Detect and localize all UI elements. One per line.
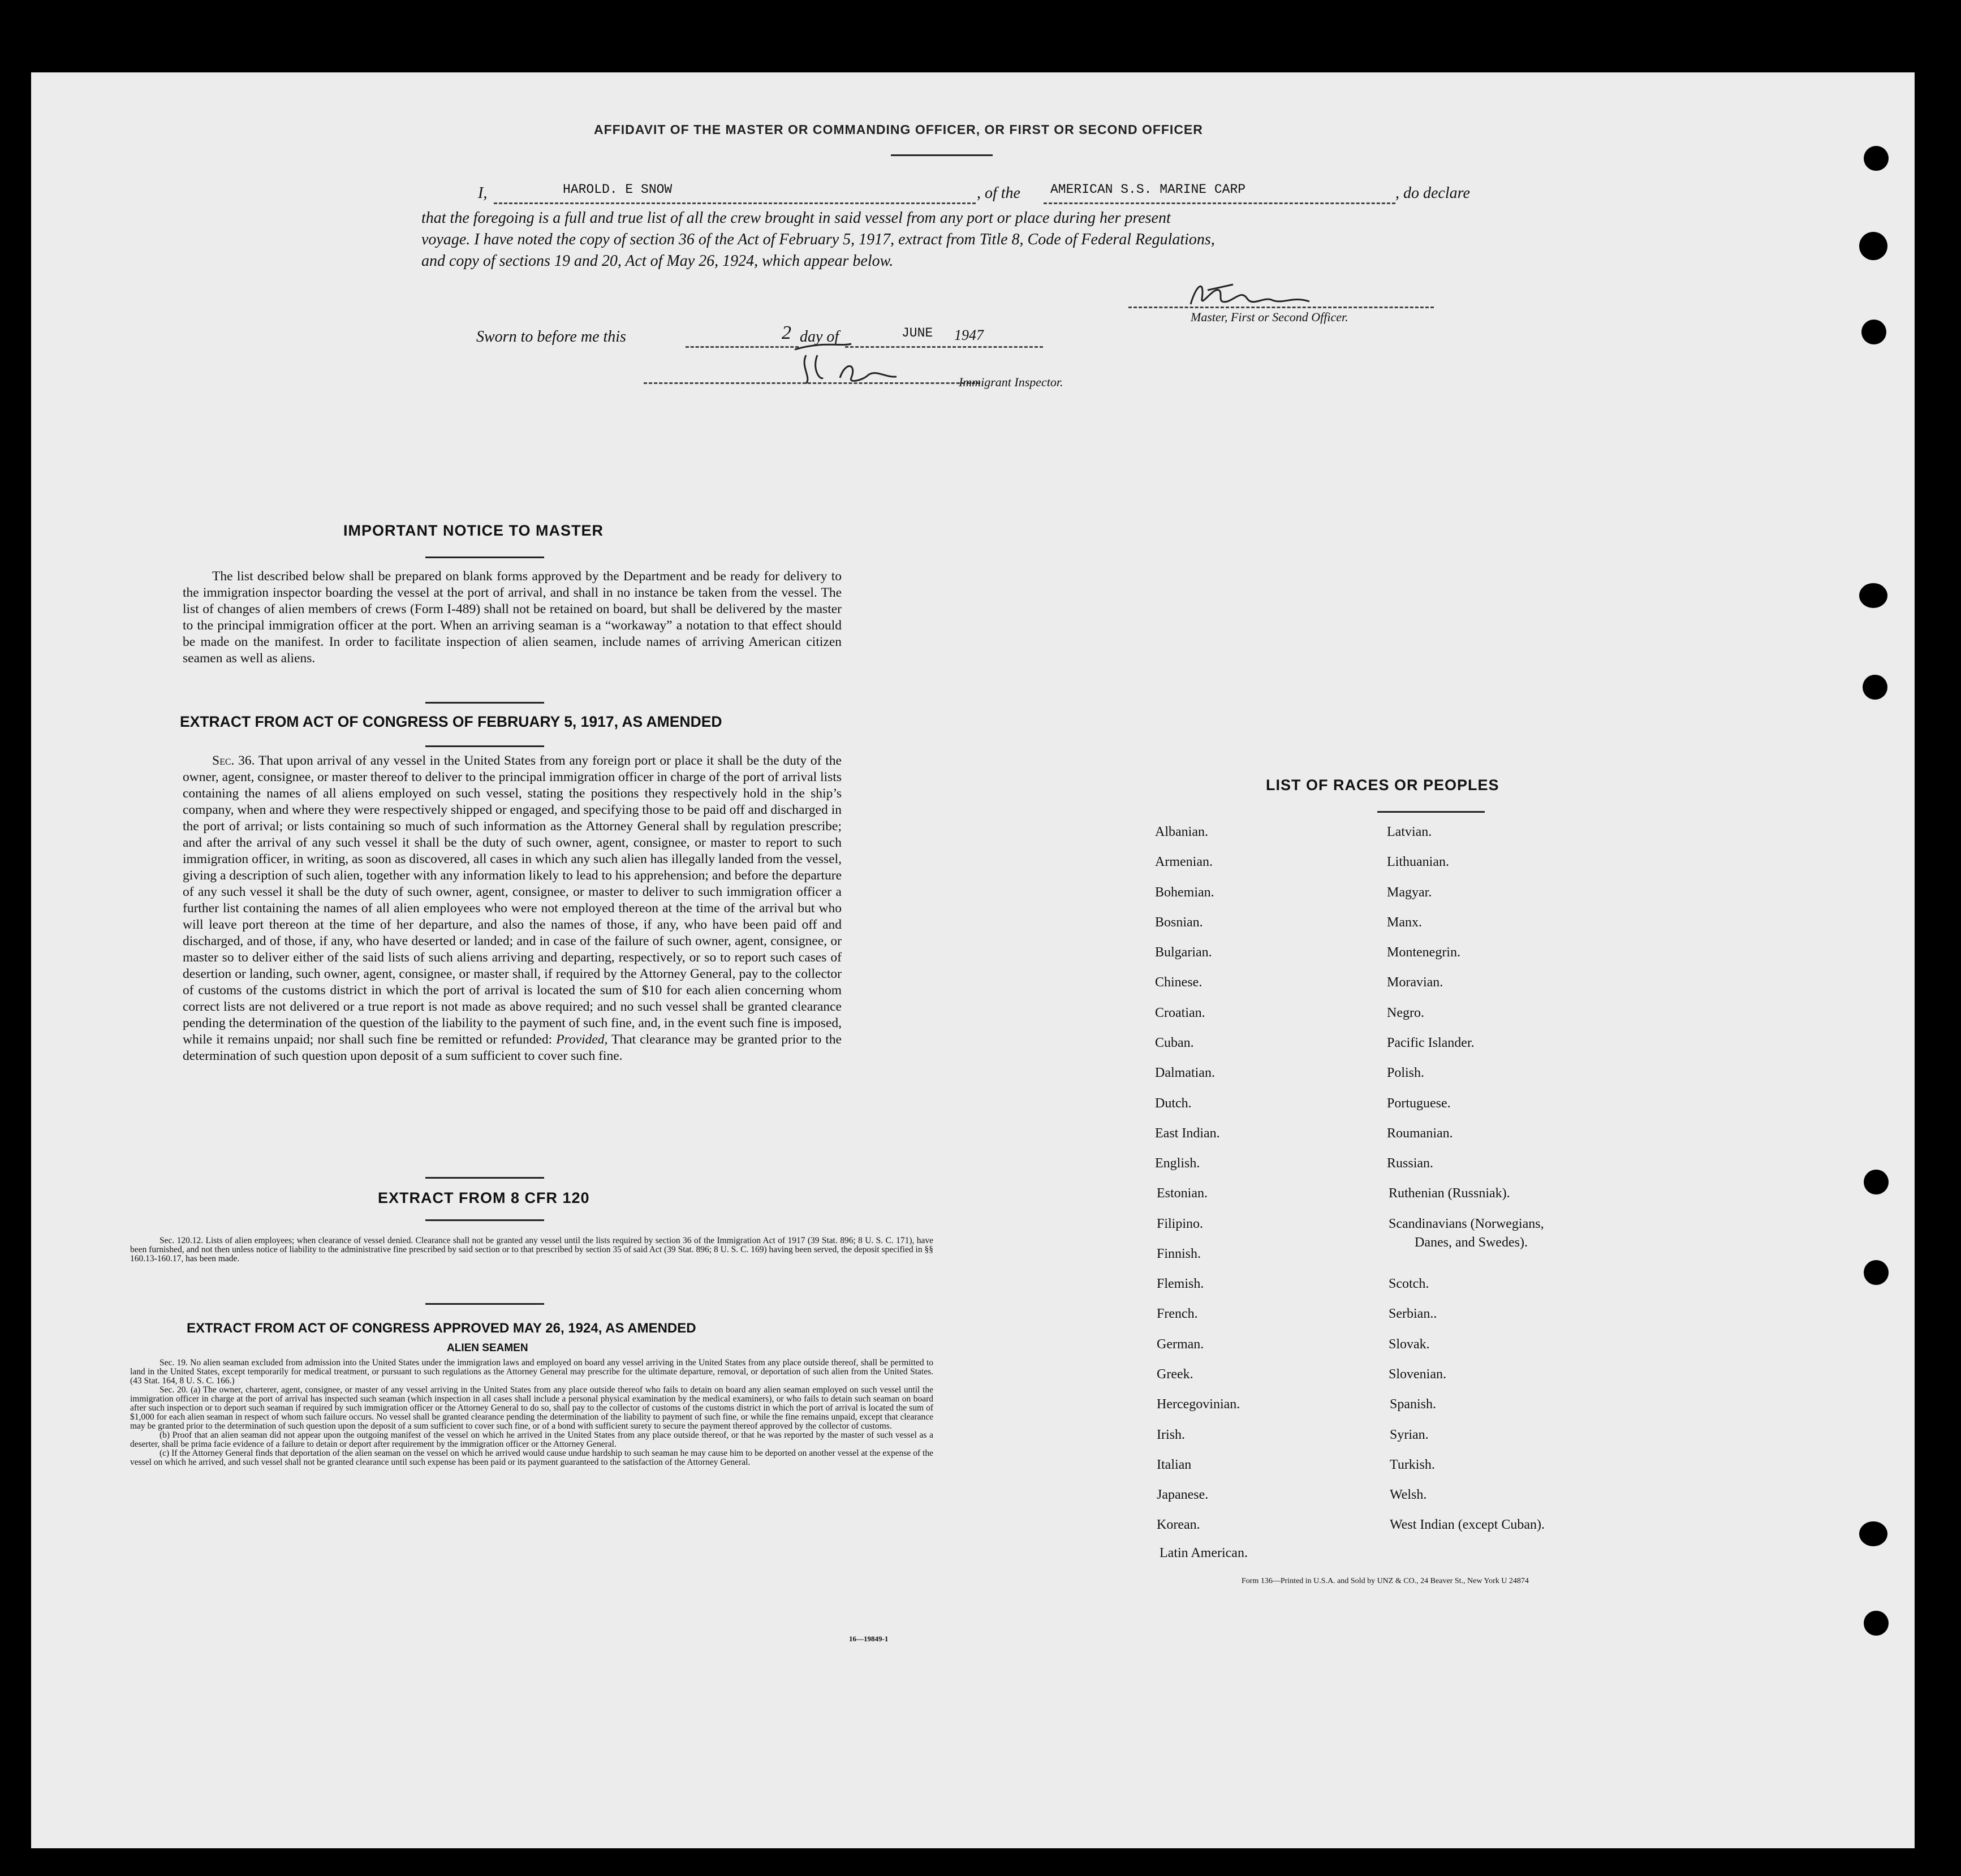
divider (1377, 811, 1485, 813)
race-item: Scotch. (1389, 1276, 1429, 1291)
cfr-text: Sec. 120.12. Lists of alien employees; when clearance of vessel denied. Clearance shall not be granted any vessel until the lists required by section 36 of the Immigration Act of 1917 (39 Stat. 896; 8 U. S. C. 171), have been furnished, and not then unless notice of liability to the administrative fine prescribed by said section or to that prescribed by section 35 of said Act (39 Stat. 896; 8 U. S. C. 169) having been served, the deposit specified in §§ 160.13-160.17, has been made. (130, 1236, 933, 1263)
punch-hole (1864, 1611, 1889, 1636)
race-item: English. (1155, 1156, 1200, 1171)
divider (425, 745, 544, 747)
divider (425, 1177, 544, 1179)
race-item: Slovenian. (1389, 1367, 1446, 1382)
race-item: Dalmatian. (1155, 1066, 1215, 1080)
notice-text: The list described below shall be prepared on blank forms approved by the Department and be ready for delivery to the immigration inspector boarding the vessel at the port of arrival, and shall in no instance be taken from the vessel. The list of changes of alien members of crews (Form I-489) shall not be retained on board, but shall be delivered by the master to the principal immigration officer at the port. When an arriving seaman is a “workaway” a notation to that effect should be made on the manifest. In order to facilitate inspection of alien seamen, include names of arriving American citizen seamen as well as aliens. (183, 569, 842, 666)
do-declare-label: , do declare (1395, 184, 1470, 202)
race-item: Roumanian. (1387, 1126, 1453, 1141)
punch-hole (1859, 1521, 1887, 1546)
vessel-line (1044, 202, 1395, 204)
day-value: 2 (782, 322, 791, 343)
punch-hole (1859, 583, 1887, 608)
document-page (31, 72, 1915, 1848)
race-item: Magyar. (1387, 885, 1432, 900)
race-item: Spanish. (1390, 1397, 1437, 1412)
punch-hole (1864, 1170, 1889, 1194)
punch-hole (1859, 232, 1887, 260)
i-label: I, (478, 184, 488, 202)
race-item: Negro. (1387, 1006, 1424, 1020)
race-item: Montenegrin. (1387, 945, 1460, 960)
cfr-title: EXTRACT FROM 8 CFR 120 (378, 1189, 590, 1206)
race-item: Hercegovinian. (1157, 1397, 1240, 1412)
race-item: Portuguese. (1387, 1096, 1451, 1111)
race-item: Estonian. (1157, 1186, 1208, 1201)
race-item: Serbian.. (1389, 1306, 1437, 1321)
race-item: Korean. (1157, 1517, 1200, 1532)
form-code: 16—19849-1 (849, 1635, 889, 1643)
sec-19-text: Sec. 19. No alien seaman excluded from admission into the United States under the immigration laws and employed on board any vessel arriving in the United States from any place outside thereof, shall be permitted to land in the United States, except temporarily for medical treatment, or pursuant to such regulations as the Attorney General may prescribe for the ultimate departure, removal, or deportation of such alien from the United States. (43 Stat. 164, 8 U. S. C. 166.) (130, 1358, 933, 1386)
divider (425, 557, 544, 558)
divider (425, 702, 544, 704)
sec-20a-text: Sec. 20. (a) The owner, charterer, agent, consignee, or master of any vessel arriving in the United States from any place outside thereof who fails to detain on board any alien seaman employed on such vessel until the immigration officer in charge at the port of arrival has inspected such seaman (which inspection in all cases shall include a personal physical examination by the medical examiners), or who fails to detain such seaman on board after such inspection or to deport such seaman if required by such immigration officer or the Attorney General to do so, shall pay to the collector of customs of the customs district in which the port of arrival is located the sum of $1,000 for each alien seaman in respect of whom such failure occurs. No vessel shall be granted clearance pending the determination of the liability to payment of such fine, or while the fine remains unpaid, except that clearance may be granted prior to the determination of such question upon the deposit of a sum sufficient to cover such fine, or of a bond with sufficient surety to secure the payment thereof approved by the collector of customs. (130, 1385, 933, 1431)
master-caption: Master, First or Second Officer. (1191, 310, 1348, 324)
race-item: Finnish. (1157, 1247, 1201, 1261)
inspector-caption: Immigrant Inspector. (959, 375, 1063, 389)
race-item: Albanian. (1155, 825, 1208, 839)
notice-title: IMPORTANT NOTICE TO MASTER (343, 522, 604, 539)
day-of-label: day of (800, 328, 839, 346)
race-item: Chinese. (1155, 975, 1203, 990)
race-item: Polish. (1387, 1066, 1425, 1080)
extract-1917-title: EXTRACT FROM ACT OF CONGRESS OF FEBRUARY 5, 1917, AS AMENDED (180, 713, 722, 730)
race-item: Turkish. (1390, 1457, 1435, 1472)
race-item: Pacific Islander. (1387, 1036, 1475, 1050)
affidavit-line-2: that the foregoing is a full and true list of all the crew brought in said vessel from any port or place during her present (421, 209, 1171, 227)
extract-1924-title: EXTRACT FROM ACT OF CONGRESS APPROVED MAY 26, 1924, AS AMENDED (187, 1321, 696, 1336)
notice-body (183, 568, 842, 667)
month-value: JUNE (902, 326, 933, 340)
race-item: Manx. (1387, 915, 1422, 930)
race-item: Ruthenian (Russniak). (1389, 1186, 1510, 1201)
vessel-name: AMERICAN S.S. MARINE CARP (1050, 182, 1246, 197)
divider (425, 1219, 544, 1221)
race-item: Croatian. (1155, 1006, 1205, 1020)
race-item: Lithuanian. (1387, 855, 1449, 869)
race-item: West Indian (except Cuban). (1390, 1517, 1545, 1532)
day-line (686, 346, 799, 348)
race-item: Flemish. (1157, 1276, 1204, 1291)
inspector-signature (789, 338, 970, 389)
extract-1924-subtitle: ALIEN SEAMEN (447, 1342, 528, 1354)
punch-hole (1861, 320, 1886, 344)
race-item: Filipino. (1157, 1217, 1204, 1231)
race-item: Bohemian. (1155, 885, 1214, 900)
sworn-label: Sworn to before me this (476, 328, 626, 346)
race-item: Danes, and Swedes). (1415, 1235, 1528, 1250)
race-item: Welsh. (1390, 1487, 1427, 1502)
cfr-body (130, 1236, 933, 1263)
extract-1924-body (130, 1359, 933, 1467)
race-item: East Indian. (1155, 1126, 1220, 1141)
punch-hole (1863, 675, 1887, 700)
printer-imprint: Form 136—Printed in U.S.A. and Sold by UNZ & CO., 24 Beaver St., New York U 24874 (1242, 1577, 1529, 1585)
race-item: Dutch. (1155, 1096, 1192, 1111)
race-item: Slovak. (1389, 1337, 1430, 1352)
name-line (494, 202, 976, 204)
inspector-signature-line (644, 382, 980, 384)
extract-1917-body (183, 753, 842, 1064)
master-name: HAROLD. E SNOW (563, 182, 673, 197)
race-item: Latin American. (1160, 1546, 1248, 1560)
race-item: Russian. (1387, 1156, 1434, 1171)
race-item: Scandinavians (Norwegians, (1389, 1217, 1544, 1231)
punch-hole (1864, 146, 1889, 171)
race-item: German. (1157, 1337, 1204, 1352)
affidavit-line-4: and copy of sections 19 and 20, Act of May 26, 1924, which appear below. (421, 252, 894, 270)
race-item: Bulgarian. (1155, 945, 1212, 960)
divider (891, 154, 993, 156)
race-item: Italian (1157, 1457, 1192, 1472)
race-item: Latvian. (1387, 825, 1432, 839)
race-item: Greek. (1157, 1367, 1193, 1382)
sec-20b-text: (b) Proof that an alien seaman did not appear upon the outgoing manifest of the vessel on which he arrived in the United States from any place outside thereof, or that he was reported by the master of such vessel as a deserter, shall be prima facie evidence of a failure to detain or deport after requirement by the immigration officer or the Attorney General. (130, 1430, 933, 1449)
race-item: French. (1157, 1306, 1198, 1321)
affidavit-line-3: voyage. I have noted the copy of section 36 of the Act of February 5, 1917, extract from Title 8, Code of Federal Regulations, (421, 231, 1215, 248)
master-signature-line (1128, 307, 1434, 308)
year-value: 1947 (954, 327, 984, 343)
sec-20c-text: (c) If the Attorney General finds that deportation of the alien seaman on the vessel on which he arrived would cause undue hardship to such seaman he may cause him to be deported on another vessel at the expense of the vessel on which he arrived, and such vessel shall not be granted clearance until such expense has been paid or its payment guaranteed to the satisfaction of the Attorney General. (130, 1448, 933, 1467)
race-item: Japanese. (1157, 1487, 1209, 1502)
race-item: Armenian. (1155, 855, 1213, 869)
affidavit-line-1 (478, 184, 1496, 207)
provided-label: Provided, (556, 1032, 608, 1047)
race-item: Moravian. (1387, 975, 1443, 990)
race-item: Irish. (1157, 1428, 1185, 1442)
sec-36-text: That upon arrival of any vessel in the United States from any foreign port or place it shall be the duty of the owner, agent, consignee, or master thereof to deliver to the principal immigration officer in charge of the port of arrival lists containing the names of all aliens employed on such vessel, stating the positions they respectively hold in the ship’s company, when and where they were respectively shipped or engaged, and specifying those to be paid off and discharged in the port of arrival; or lists containing so much of such information as the Attorney General shall by regulation prescribe; and after the arrival of any such vessel it shall be the duty of such owner, agent, consignee, or master to report to such immigration officer, in writing, as soon as discovered, all cases in which any such alien has illegally landed from the vessel, giving a description of such alien, together with any information likely to lead to his apprehension; and before the departure of any such vessel it shall be the duty of such owner, agent, consignee, or master to deliver to such immigration officer a further list containing the names of all alien employees who were not employed thereon at the time of the arrival but who will leave port thereon at the time of her departure, and also the names of those, if any, who have been paid off and discharged, and of those, if any, who have deserted or landed; and in case of the failure of such owner, agent, consignee, or master so to deliver either of the said lists of such aliens arriving and departing, respectively, or so to report such cases of desertion or landing, such owner, agent, consignee, or master shall, if required by the Attorney General, pay to the collector of customs of the customs district in which the port of arrival is located the sum of $10 for each alien concerning whom correct lists are not delivered or a true report is not made as above required; and no such vessel shall be granted clearance pending the determination of the question of the liability to the payment of such fine, and, in the event such fine is imposed, while it remains unpaid; nor shall such fine be remitted or refunded: (183, 753, 842, 1047)
affidavit-title: AFFIDAVIT OF THE MASTER OR COMMANDING OFFICER, OR FIRST OR SECOND OFFICER (594, 122, 1203, 137)
race-item: Syrian. (1390, 1428, 1429, 1442)
races-title: LIST OF RACES OR PEOPLES (1266, 777, 1499, 793)
sec-36-text-end: That clearance may be granted prior to the determination of such question upon deposit of a sum sufficient to cover such fine. (183, 1032, 842, 1063)
of-the-label: , of the (977, 184, 1020, 202)
sec-36-label: Sec. 36. (212, 753, 255, 768)
race-item: Cuban. (1155, 1036, 1194, 1050)
punch-hole (1864, 1260, 1889, 1285)
divider (425, 1303, 544, 1305)
race-item: Bosnian. (1155, 915, 1203, 930)
